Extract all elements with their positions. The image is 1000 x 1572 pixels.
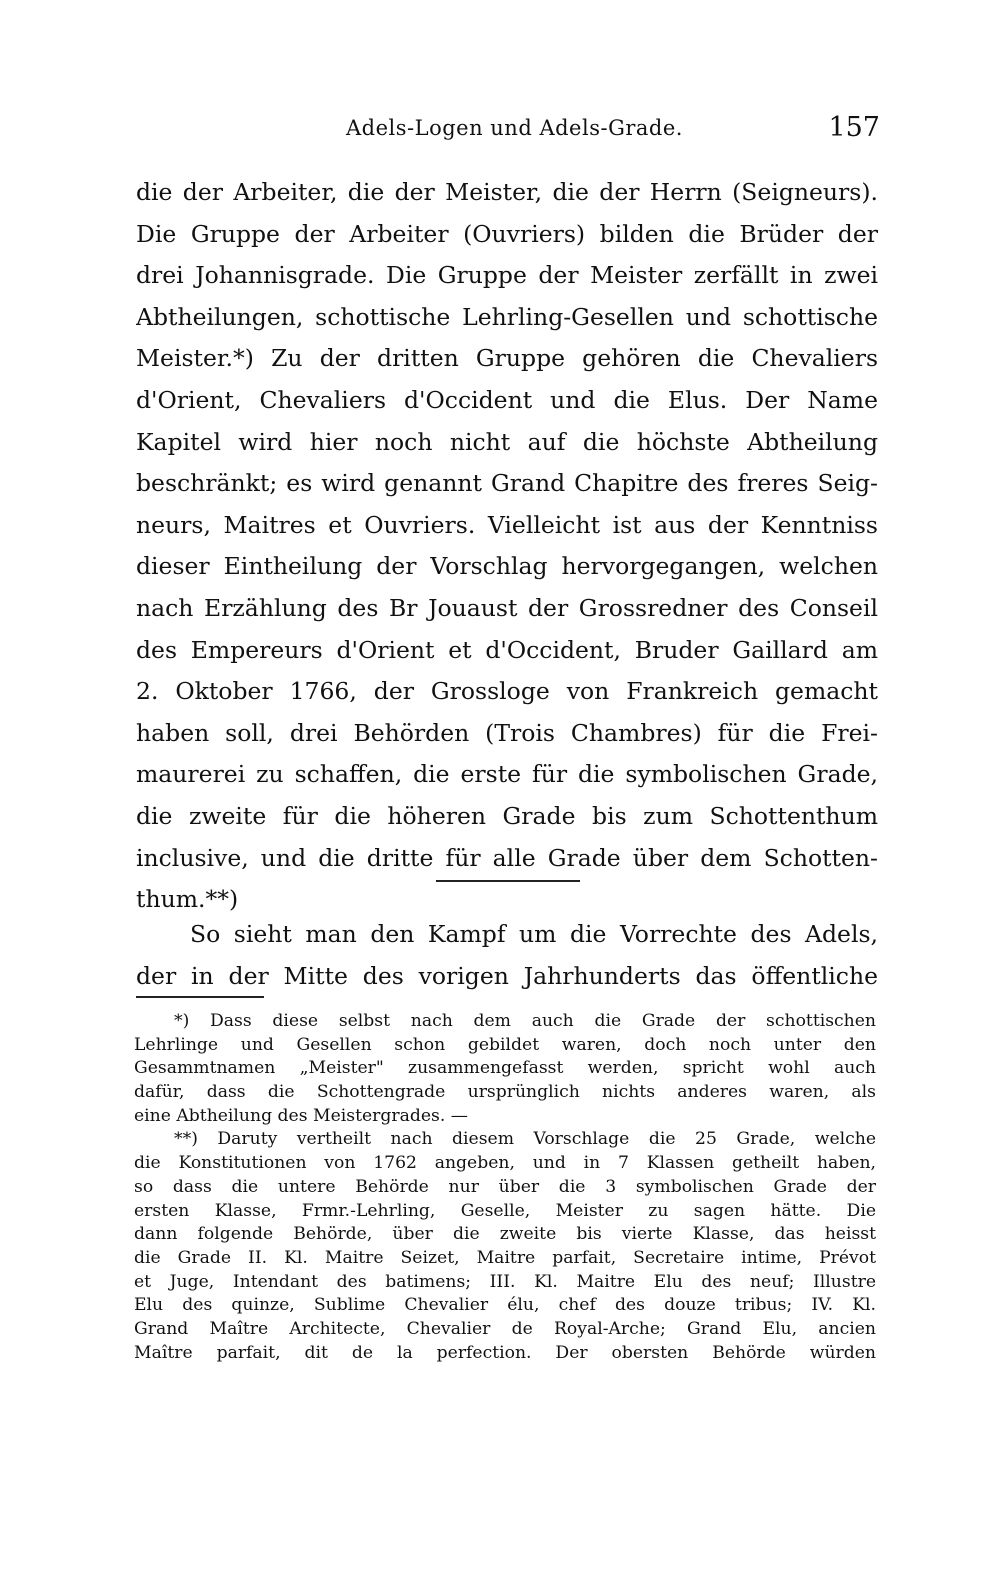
text-line: die zweite für die höheren Grade bis zum Schottenthum	[136, 801, 878, 830]
text-line: So sieht man den Kampf um die Vorrechte des Adels,	[190, 920, 878, 948]
footnote-line: Gesammtnamen „Meister" zusammengefasst werden, spricht wohl auch	[134, 1058, 876, 1079]
footnote-line: et Juge, Intendant des batimens; III. Kl. Maitre Elu des neuf; Illustre	[134, 1271, 876, 1292]
text-line: maurerei zu schaffen, die erste für die symbolischen Grade,	[136, 760, 878, 789]
text-line: haben soll, drei Behörden (Trois Chambres) für die Frei-	[136, 718, 878, 747]
text-line: neurs, Maitres et Ouvriers. Vielleicht ist aus der Kenntniss	[136, 510, 878, 539]
text-line: Die Gruppe der Arbeiter (Ouvriers) bilden die Brüder der	[136, 219, 878, 248]
footnote-line: *) Dass diese selbst nach dem auch die Grade der schottischen	[174, 1011, 876, 1031]
footnote-line: die Grade II. Kl. Maitre Seizet, Maitre parfait, Secretaire intime, Prévot	[134, 1247, 876, 1268]
text-line: Abtheilungen, schottische Lehrling-Gesellen und schottische	[136, 302, 878, 331]
footnote-line: dafür, dass die Schottengrade ursprünglich nichts anderes waren, als	[134, 1082, 876, 1103]
text-line: Kapitel wird hier noch nicht auf die höchste Abtheilung	[136, 427, 878, 456]
text-line: 2. Oktober 1766, der Grossloge von Frankreich gemacht	[136, 677, 878, 706]
footnote-line: ersten Klasse, Frmr.-Lehrling, Geselle, Meister zu sagen hätte. Die	[134, 1200, 876, 1221]
footnote-line: die Konstitutionen von 1762 angeben, und in 7 Klassen getheilt haben,	[134, 1153, 876, 1174]
paragraph-2	[136, 914, 878, 997]
text-line: drei Johannisgrade. Die Gruppe der Meister zerfällt in zwei	[136, 261, 878, 290]
text-line: der in der Mitte des vorigen Jahrhunderts das öffentliche	[136, 961, 878, 990]
footnote-line: **) Daruty vertheilt nach diesem Vorschlage die 25 Grade, welche	[174, 1129, 876, 1150]
text-line: thum.**)	[136, 885, 239, 914]
footnote-line: so dass die untere Behörde nur über die 3 symbolischen Grade der	[134, 1176, 876, 1197]
footnotes	[134, 1010, 876, 1365]
text-line: die der Arbeiter, die der Meister, die der Herrn (Seigneurs).	[136, 178, 878, 206]
footnote-line: Elu des quinze, Sublime Chevalier élu, chef des douze tribus; IV. Kl.	[134, 1295, 876, 1316]
footnote-line: Maître parfait, dit de la perfection. Der obersten Behörde würden	[134, 1342, 876, 1363]
text-line: Meister.*) Zu der dritten Gruppe gehören die Chevaliers	[136, 344, 878, 373]
text-line: inclusive, und die dritte für alle Grade über dem Schotten-	[136, 843, 878, 872]
footnote-1	[134, 1010, 876, 1128]
section-divider	[436, 880, 580, 882]
text-line: beschränkt; es wird genannt Grand Chapitre des freres Seig-	[136, 469, 878, 498]
text-line: nach Erzählung des Br Jouaust der Grossredner des Conseil	[136, 593, 878, 622]
text-line: d'Orient, Chevaliers d'Occident und die Elus. Der Name	[136, 385, 878, 414]
footnote-divider	[136, 996, 264, 998]
footnote-line: eine Abtheilung des Meistergrades. —	[134, 1105, 468, 1126]
text-line: dieser Eintheilung der Vorschlag hervorgegangen, welchen	[136, 552, 878, 581]
page-number: 157	[828, 112, 880, 143]
footnote-line: dann folgende Behörde, über die zweite bis vierte Klasse, das heisst	[134, 1224, 876, 1245]
running-title: Adels-Logen und Adels-Grade.	[346, 116, 683, 140]
paragraph-1	[136, 172, 878, 921]
footnote-2	[134, 1128, 876, 1365]
running-head	[134, 112, 880, 152]
text-line: des Empereurs d'Orient et d'Occident, Bruder Gaillard am	[136, 635, 878, 664]
footnote-line: Grand Maître Architecte, Chevalier de Royal-Arche; Grand Elu, ancien	[134, 1318, 876, 1339]
footnote-line: Lehrlinge und Gesellen schon gebildet waren, doch noch unter den	[134, 1034, 876, 1055]
